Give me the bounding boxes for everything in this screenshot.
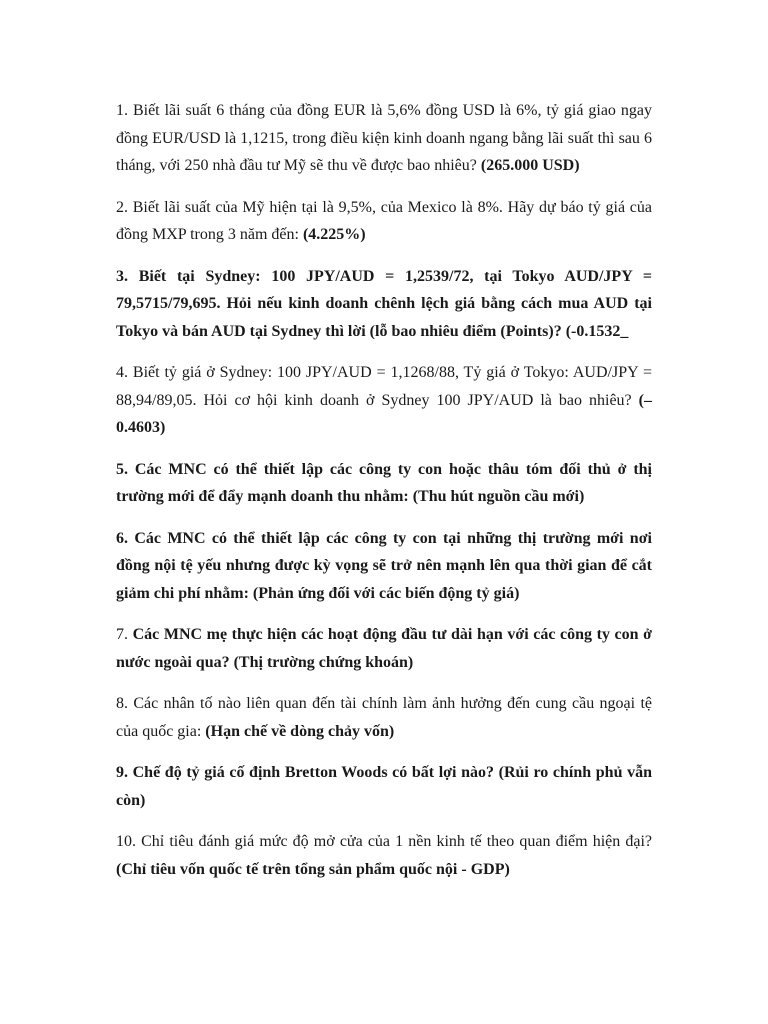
answer-text: (Chỉ tiêu vốn quốc tế trên tổng sản phẩm quốc nội - GDP) <box>116 860 510 878</box>
question-text: 3. Biết tại Sydney: 100 JPY/AUD = 1,2539/72, tại Tokyo AUD/JPY = 79,5715/79,695. Hỏi nếu kinh doanh chênh lệch giá bằng cách mua AUD tại Tokyo và bán AUD tại Sydney thì lời (lỗ bao nhiêu điểm (Points)? (-0.1532_ <box>116 267 652 340</box>
question-4 <box>116 359 652 442</box>
answer-text: Các MNC mẹ thực hiện các hoạt động đầu tư dài hạn với các công ty con ở nước ngoài qua? (Thị trường chứng khoán) <box>116 626 653 671</box>
question-text: 2. Biết lãi suất của Mỹ hiện tại là 9,5%, của Mexico là 8%. Hãy dự báo tỷ giá của đồng MXP trong 3 năm đến: <box>116 198 652 243</box>
question-8 <box>116 690 652 745</box>
question-text: 9. Chế độ tỷ giá cố định Bretton Woods có bất lợi nào? (Rủi ro chính phủ vẫn còn) <box>116 764 652 809</box>
document-page <box>116 97 652 897</box>
question-9 <box>116 759 652 814</box>
question-6 <box>116 525 652 608</box>
question-text: 4. Biết tỷ giá ở Sydney: 100 JPY/AUD = 1,1268/88, Tỷ giá ở Tokyo: AUD/JPY = 88,94/89,05. Hỏi cơ hội kinh doanh ở Sydney 100 JPY/AUD là bao nhiêu? <box>116 364 652 409</box>
answer-text: (4.225%) <box>302 226 366 243</box>
question-text: 7. <box>116 626 133 643</box>
question-text: 10. Chỉ tiêu đánh giá mức độ mở cửa của 1 nền kinh tế theo quan điểm hiện đại? <box>116 833 652 850</box>
question-10 <box>116 828 652 883</box>
answer-text: (Hạn chế về dòng chảy vốn) <box>205 722 395 740</box>
question-2 <box>116 194 652 249</box>
question-text: 6. Các MNC có thể thiết lập các công ty con tại những thị trường mới nơi đồng nội tệ yếu nhưng được kỳ vọng sẽ trở nên mạnh lên qua thời gian để cắt giảm chi phí nhằm: (Phản ứng đối với các biến động tỷ giá) <box>116 529 652 602</box>
answer-text: (–0.4603) <box>116 391 652 436</box>
question-7 <box>116 621 652 676</box>
question-text: 5. Các MNC có thể thiết lập các công ty con hoặc thâu tóm đối thủ ở thị trường mới để đẩy mạnh doanh thu nhằm: (Thu hút nguồn cầu mới) <box>116 460 652 505</box>
question-3 <box>116 263 652 346</box>
question-5 <box>116 456 652 511</box>
answer-text: (265.000 USD) <box>480 157 580 174</box>
question-text: 8. Các nhân tố nào liên quan đến tài chính làm ảnh hưởng đến cung cầu ngoại tệ của quốc gia: <box>116 695 652 740</box>
question-text: 1. Biết lãi suất 6 tháng của đồng EUR là 5,6% đồng USD là 6%, tỷ giá giao ngay đồng EUR/USD là 1,1215, trong điều kiện kinh doanh ngang bằng lãi suất thì sau 6 tháng, với 250 nhà đầu tư Mỹ sẽ thu về được bao nhiêu? <box>116 102 652 174</box>
question-1 <box>116 97 652 180</box>
